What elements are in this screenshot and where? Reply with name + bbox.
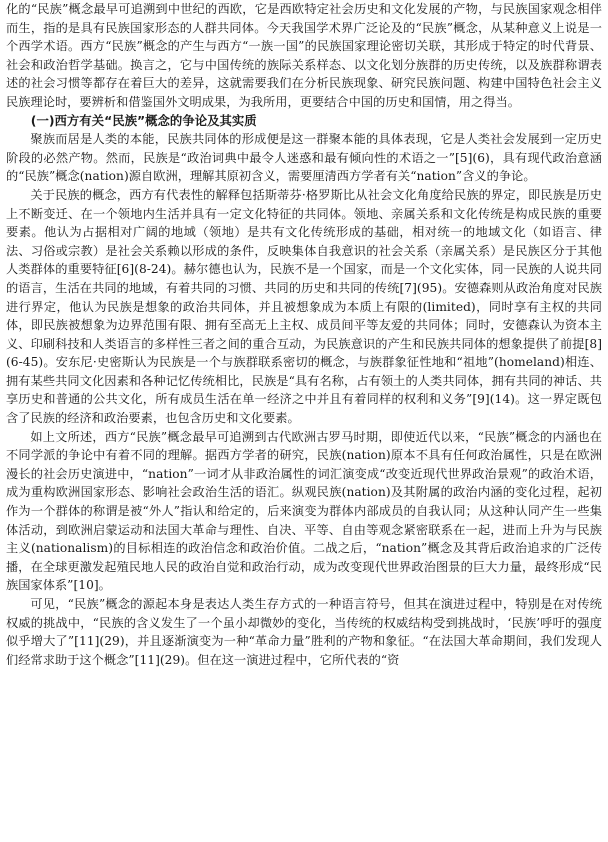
section-heading: (一)西方有关“民族”概念的争论及其实质 xyxy=(30,112,257,128)
body-paragraph: 聚族而居是人类的本能，民族共同体的形成便是这一群聚本能的具体表现，它是人类社会发展到一定历史阶段的必然产物。然而，民族是“政治词典中最令人迷惑和最有倾向性的术语之一”[5](6)，具有现代政治意涵的“民族”概念(nation)源自欧洲，理解其原初含义，需要厘清西方学者有关“nation”含义的争论。 xyxy=(6,132,602,184)
body-paragraph: 如上文所述，西方“民族”概念最早可追溯到古代欧洲古罗马时期，即使近代以来，“民族”概念的内涵也在不同学派的争论中有着不同的理解。据西方学者的研究，民族(nation)原本不具有任何政治属性，只是在欧洲漫长的社会历史演进中，“nation”一词才从非政治属性的词汇演变成“改变近现代世界政治景观”的政治术语，成为重构欧洲国家形态、影响社会政治生活的语汇。纵观民族(nation)及其附属的政治内涵的变化过程，起初作为一个群体的称谓是被“外人”指认和给定的，后来演变为群体内部成员的自我认同；从这种认同产生一些集体活动，到欧洲启蒙运动和法国大革命与理性、自决、平等、自由等观念紧密联系在一起，进而上升为与民族主义(nationalism)的目标相连的政治信念和政治价值。二战之后，“nation”概念及其背后政治追求的广泛传播，在全球更激发起殖民地人民的政治自觉和政治行动，成为改变现代世界政治图景的巨大力量，最终形成“民族国家体系”[10]。 xyxy=(6,429,602,593)
body-paragraph: 可见，“民族”概念的源起本身是表达人类生存方式的一种语言符号，但其在演进过程中，特别是在对传统权威的挑战中，“民族的含义发生了一个虽小却微妙的变化，当传统的权威结构受到挑战时，‘民族’呼吁的强度似乎增大了”[11](29)，并且逐渐演变为一种“革命力量”胜利的产物和象征。“在法国大革命期间，我们发现人们经常求助于这个概念”[11](29)。但在这一演进过程中，它所代表的“资 xyxy=(6,597,602,667)
body-paragraph: 化的“民族”概念最早可追溯到中世纪的西欧，它是西欧特定社会历史和文化发展的产物，与民族国家观念相伴而生，指的是具有民族国家形态的人群共同体。今天我国学术界广泛论及的“民族”概念，从某种意义上说是一个西学术语。西方“民族”概念的产生与西方“一族一国”的民族国家理论密切关联，其形成于特定的时代背景、社会和政治哲学基础。换言之，它与中国传统的族际关系样态、以文化划分族群的历史传统，以及族群称谓表述的社会习惯等都存在着巨大的差异，这就需要我们在分析民族现象、研究民族问题、构建中国特色社会主义民族理论时，要辨析和借鉴国外文明成果，为我所用，更要结合中国的历史和国情，用之得当。 xyxy=(6,2,602,109)
body-paragraph: 关于民族的概念，西方有代表性的解释包括斯蒂芬·格罗斯比从社会文化角度给民族的界定，即民族是历史上不断变迁、在一个领地内生活并具有一定文化特征的共同体。领地、亲属关系和文化传统是构成民族的重要要素。他认为占据相对广阔的地域（领地）是共有文化传统形成的基础，相对统一的地域文化（如语言、律法、习俗或宗教）是社会关系赖以形成的条件，反映集体自我意识的社会关系（亲属关系）是民族区分于其他人类群体的重要特征[6](8-24)。赫尔德也认为，民族不是一个国家，而是一个文化实体，同一民族的人说共同的语言，生活在共同的地域，有着共同的习惯、共同的历史和共同的传统[7](95)。安德森则从政治角度对民族进行界定，他认为民族是想象的政治共同体，并且被想象成为本质上有限的(limited)，同时享有主权的共同体，即民族被想象为边界范围有限、拥有至高无上主权、成员间平等友爱的共同体；同时，安德森认为资本主义、印刷科技和人类语言的多样性三者之间的重合互动，为民族意识的产生和民族共同体的想象提供了前提[8](6-45)。安东尼·史密斯认为民族是一个与族群联系密切的概念，与族群象征性地和“祖地”(homeland)相连、拥有某些共同文化因素和各种记忆传统相比，民族是“具有名称，占有领土的人类共同体，拥有共同的神话、共享历史和普通的公共文化，所有成员生活在单一经济之中并且有着同样的权利和义务”[9](14)。这一界定既包含了民族的经济和政治要素，也包含历史和文化要素。 xyxy=(6,187,602,426)
